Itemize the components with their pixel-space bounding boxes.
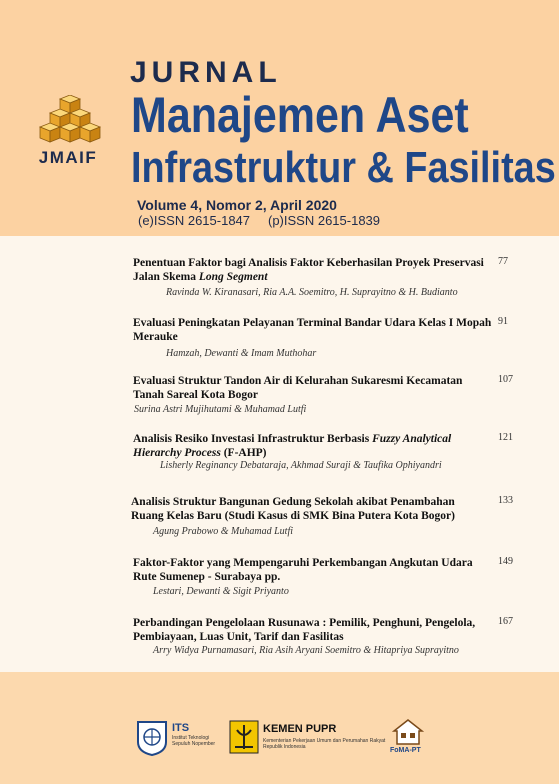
jmaif-label: JMAIF <box>38 148 98 167</box>
pupr-emblem-icon <box>229 720 259 754</box>
article-title: Evaluasi Peningkatan Pelayanan Terminal Bandar Udara Kelas I Mopah Merauke <box>133 317 492 343</box>
journal-title-line1: Manajemen Aset <box>131 87 469 143</box>
article-title: Evaluasi Struktur Tandon Air di Kelurahan Sukaresmi Kecamatan Tanah Sareal Kota Bogor <box>133 375 463 401</box>
eissn: (e)ISSN 2615-1847 <box>138 213 251 228</box>
foma-house-icon <box>392 718 424 746</box>
article-title: Analisis Struktur Bangunan Gedung Sekolah akibat Penambahan Ruang Kelas Baru (Studi Kasus di SMK Bina Putera Kota Bogor) <box>131 496 455 522</box>
article-authors: Arry Widya Purnamasari, Ria Asih Aryani Soemitro & Hitapriya Suprayitno <box>153 645 459 656</box>
footer-logos <box>0 690 559 784</box>
pupr-logo-text: KEMEN PUPR <box>263 723 337 735</box>
article-page: 91 <box>498 316 508 327</box>
pissn: (p)ISSN 2615-1839 <box>268 213 381 228</box>
article-authors: Lisherly Reginancy Debataraja, Akhmad Suraji & Taufika Ophiyandri <box>160 460 442 471</box>
foma-logo-text: FoMA-PT <box>390 747 421 754</box>
article-title: Penentuan Faktor bagi Analisis Faktor Keberhasilan Proyek Preservasi Jalan Skema Long Segment <box>133 257 484 283</box>
article-page: 167 <box>498 616 513 627</box>
article-title: Faktor-Faktor yang Mempengaruhi Perkembangan Angkutan Udara Rute Sumenep - Surabaya pp. <box>133 557 473 583</box>
article-page: 149 <box>498 556 513 567</box>
article-authors: Surina Astri Mujihutami & Muhamad Lutfi <box>134 404 307 415</box>
article-page: 121 <box>498 432 513 443</box>
its-subtitle: Institut Teknologi Sepuluh Nopember <box>172 735 216 747</box>
article-title: Perbandingan Pengelolaan Rusunawa : Pemilik, Penghuni, Pengelola, Pembiayaan, Luas Unit, Tarif dan Fasilitas <box>133 617 476 643</box>
its-emblem-icon <box>136 720 168 756</box>
volume-info: Volume 4, Nomor 2, April 2020 <box>137 197 337 213</box>
its-logo-text: ITS <box>172 722 190 734</box>
cover-header <box>0 0 559 236</box>
table-of-contents <box>0 236 559 672</box>
article-authors: Hamzah, Dewanti & Imam Muthohar <box>166 348 317 359</box>
article-page: 107 <box>498 374 513 385</box>
article-page: 77 <box>498 256 508 267</box>
jurnal-label: JURNAL <box>130 56 282 89</box>
journal-title-line2: Infrastruktur & Fasilitas <box>131 143 556 192</box>
article-page: 133 <box>498 495 513 506</box>
article-title: Analisis Resiko Investasi Infrastruktur Berbasis Fuzzy Analytical Hierarchy Process (F-AHP) <box>133 433 452 459</box>
article-authors: Lestari, Dewanti & Sigit Priyanto <box>153 586 289 597</box>
article-authors: Ravinda W. Kiranasari, Ria A.A. Soemitro, H. Suprayitno & H. Budianto <box>166 287 458 298</box>
article-authors: Agung Prabowo & Muhamad Lutfi <box>153 526 294 537</box>
pupr-subtitle: Kementerian Pekerjaan Umum dan Perumahan Rakyat Republik Indonesia <box>263 738 386 750</box>
